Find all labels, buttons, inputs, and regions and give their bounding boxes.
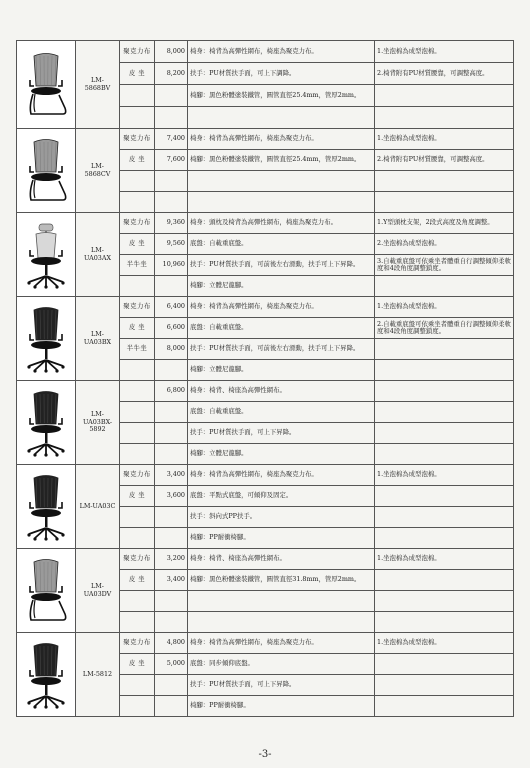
empty-cell — [155, 360, 188, 381]
note-text: 1.坐泡棉為成型泡棉。 — [375, 633, 514, 654]
spec-text: 底盤：自載重底盤。 — [188, 402, 375, 423]
model-number — [76, 213, 120, 297]
price-label: 聚克力布 — [120, 129, 155, 150]
model-number-text: LM- 5868BV — [84, 76, 111, 92]
price-label: 聚克力布 — [120, 549, 155, 570]
model-number-text: LM- UA03AX — [83, 246, 112, 262]
spec-text — [188, 612, 375, 633]
price-value: 7,400 — [155, 129, 188, 150]
empty-cell — [120, 192, 155, 213]
empty-cell — [120, 675, 155, 696]
chair-icon — [19, 640, 73, 710]
table-row — [17, 129, 514, 150]
table-row — [17, 633, 514, 654]
chair-icon — [19, 556, 73, 626]
note-text — [375, 486, 514, 507]
model-number — [76, 41, 120, 129]
spec-text: 椅腳：立體尼龍腳。 — [188, 360, 375, 381]
empty-cell — [120, 360, 155, 381]
empty-cell — [155, 107, 188, 129]
price-value: 3,200 — [155, 549, 188, 570]
price-label: 聚克力布 — [120, 633, 155, 654]
spec-text: 椅腳：黑色粉體塗裝鐵管，圓管直徑25.4mm，管厚2mm。 — [188, 85, 375, 107]
note-text — [375, 381, 514, 402]
empty-cell — [155, 423, 188, 444]
note-text — [375, 339, 514, 360]
empty-cell — [120, 507, 155, 528]
price-label: 聚克力布 — [120, 41, 155, 63]
note-text: 1.坐泡棉為成型泡棉。 — [375, 549, 514, 570]
note-text — [375, 85, 514, 107]
empty-cell — [155, 171, 188, 192]
model-number — [76, 465, 120, 549]
note-text — [375, 402, 514, 423]
price-value: 6,800 — [155, 381, 188, 402]
spec-text: 扶手：PU材質扶手面，可上下昇降。 — [188, 423, 375, 444]
price-label: 半牛坐 — [120, 339, 155, 360]
empty-cell — [155, 591, 188, 612]
page-number: -3- — [258, 749, 272, 760]
chair-icon — [19, 136, 73, 206]
price-value: 9,360 — [155, 213, 188, 234]
model-number-text: LM- UA03BX- 5892 — [82, 410, 113, 434]
model-number-text: LM- UA03BX — [83, 330, 112, 346]
chair-image — [17, 633, 76, 717]
chair-image — [17, 297, 76, 381]
note-text: 2.椅背附有PU材質腰靠，可調整高度。 — [375, 63, 514, 85]
model-number — [76, 129, 120, 213]
spec-text: 扶手：PU材質扶手面，可上下調降。 — [188, 63, 375, 85]
spec-text: 底盤：自載重底盤。 — [188, 318, 375, 339]
model-number — [76, 549, 120, 633]
model-number — [76, 633, 120, 717]
empty-cell — [120, 402, 155, 423]
table-row — [17, 297, 514, 318]
price-value: 9,560 — [155, 234, 188, 255]
empty-cell — [155, 507, 188, 528]
chair-image — [17, 41, 76, 129]
note-text — [375, 423, 514, 444]
price-value: 6,400 — [155, 297, 188, 318]
spec-text: 椅身：頭枕及椅背為高彈性網布，椅座為聚克力布。 — [188, 213, 375, 234]
model-number-text: LM-UA03C — [79, 501, 116, 510]
spec-text: 椅腳：PP耐衝椅腳。 — [188, 528, 375, 549]
model-number — [76, 297, 120, 381]
note-text — [375, 528, 514, 549]
spec-text: 椅腳：PP耐衝椅腳。 — [188, 696, 375, 717]
note-text — [375, 675, 514, 696]
note-text: 1.Y型頭枕支架，2段式高度及角度調整。 — [375, 213, 514, 234]
table-row — [17, 381, 514, 402]
empty-cell — [155, 85, 188, 107]
empty-cell — [155, 675, 188, 696]
model-number — [76, 381, 120, 465]
price-label: 皮 坐 — [120, 150, 155, 171]
spec-text: 椅身：椅背為高彈性網布，椅座為聚克力布。 — [188, 633, 375, 654]
price-value: 8,200 — [155, 63, 188, 85]
empty-cell — [120, 423, 155, 444]
spec-text: 扶手：PU材質扶手面，可前後左右滑動，扶手可上下昇降。 — [188, 255, 375, 276]
spec-text: 底盤：自載重底盤。 — [188, 234, 375, 255]
table-row — [17, 213, 514, 234]
note-text: 3.自載重底盤可依乘坐者體重自行調整傾仰柔軟度和4段角度調整鎖度。 — [375, 255, 514, 276]
price-label: 皮 坐 — [120, 318, 155, 339]
note-text: 1.坐泡棉為成型泡棉。 — [375, 129, 514, 150]
spec-text: 椅腳：黑色粉體塗裝鐵管，圓管直徑25.4mm，管厚2mm。 — [188, 150, 375, 171]
empty-cell — [155, 276, 188, 297]
price-value: 4,800 — [155, 633, 188, 654]
table-row — [17, 41, 514, 63]
note-text — [375, 171, 514, 192]
empty-cell — [120, 171, 155, 192]
spec-text: 椅腳：立體尼龍腳。 — [188, 276, 375, 297]
chair-image — [17, 465, 76, 549]
price-label: 皮 坐 — [120, 63, 155, 85]
spec-text: 椅身：椅背為高彈性網布，椅座為聚克力布。 — [188, 129, 375, 150]
spec-text: 椅腳：黑色粉體塗裝鐵管，圓管直徑31.8mm，管厚2mm。 — [188, 570, 375, 591]
price-label: 聚克力布 — [120, 213, 155, 234]
price-value: 10,960 — [155, 255, 188, 276]
model-number-text: LM- 5868CV — [84, 162, 111, 178]
spec-text: 椅身：椅背、椅座為高彈性網布。 — [188, 549, 375, 570]
note-text: 1.坐泡棉為成型泡棉。 — [375, 297, 514, 318]
note-text — [375, 654, 514, 675]
note-text — [375, 696, 514, 717]
spec-text: 扶手：PU材質扶手面，可上下昇降。 — [188, 675, 375, 696]
empty-cell — [155, 612, 188, 633]
empty-cell — [120, 444, 155, 465]
spec-text: 椅身：椅背為高彈性網布，椅座為聚克力布。 — [188, 41, 375, 63]
price-value: 5,000 — [155, 654, 188, 675]
price-value: 6,600 — [155, 318, 188, 339]
note-text: 2.自載重底盤可依乘坐者體重自行調整傾仰柔軟度和4段角度調整鎖度。 — [375, 318, 514, 339]
note-text — [375, 444, 514, 465]
note-text — [375, 360, 514, 381]
table-row — [17, 549, 514, 570]
note-text — [375, 192, 514, 213]
spec-text: 椅身：椅背為高彈性網布，椅座為聚克力布。 — [188, 465, 375, 486]
price-label: 皮 坐 — [120, 570, 155, 591]
chair-icon — [19, 304, 73, 374]
note-text: 1.坐泡棉為成型泡棉。 — [375, 465, 514, 486]
product-table — [16, 40, 514, 717]
spec-text: 椅身：椅背、椅座為高彈性網布。 — [188, 381, 375, 402]
empty-cell — [120, 276, 155, 297]
empty-cell — [120, 696, 155, 717]
note-text — [375, 276, 514, 297]
price-label: 皮 坐 — [120, 234, 155, 255]
empty-cell — [155, 402, 188, 423]
spec-text — [188, 171, 375, 192]
price-label: 半牛坐 — [120, 255, 155, 276]
empty-cell — [155, 444, 188, 465]
empty-cell — [155, 528, 188, 549]
spec-text — [188, 591, 375, 612]
price-label — [120, 381, 155, 402]
price-value: 3,400 — [155, 465, 188, 486]
note-text: 2.坐泡棉為成型泡棉。 — [375, 234, 514, 255]
chair-icon — [19, 220, 73, 290]
spec-text: 底盤：平點式底盤，可傾仰及固定。 — [188, 486, 375, 507]
chair-icon — [19, 472, 73, 542]
price-label: 聚克力布 — [120, 297, 155, 318]
price-value: 3,400 — [155, 570, 188, 591]
chair-image — [17, 129, 76, 213]
empty-cell — [120, 85, 155, 107]
spec-text: 底盤：同步傾仰底盤。 — [188, 654, 375, 675]
model-number-text: LM-5812 — [82, 669, 113, 678]
price-value: 8,000 — [155, 41, 188, 63]
model-number-text: LM- UA03DV — [83, 582, 112, 598]
chair-icon — [19, 50, 73, 120]
spec-text: 扶手：斜向式PP扶手。 — [188, 507, 375, 528]
price-label: 聚克力布 — [120, 465, 155, 486]
note-text: 1.坐泡棉為成型泡棉。 — [375, 41, 514, 63]
price-value: 7,600 — [155, 150, 188, 171]
note-text — [375, 507, 514, 528]
empty-cell — [120, 591, 155, 612]
price-label: 皮 坐 — [120, 486, 155, 507]
table-row — [17, 465, 514, 486]
spec-text: 扶手：PU材質扶手面，可前後左右滑動，扶手可上下昇降。 — [188, 339, 375, 360]
empty-cell — [120, 612, 155, 633]
empty-cell — [155, 696, 188, 717]
price-value: 8,000 — [155, 339, 188, 360]
spec-text — [188, 192, 375, 213]
empty-cell — [155, 192, 188, 213]
spec-text: 椅身：椅背為高彈性網布，椅座為聚克力布。 — [188, 297, 375, 318]
note-text — [375, 591, 514, 612]
price-value: 3,600 — [155, 486, 188, 507]
empty-cell — [120, 528, 155, 549]
chair-image — [17, 213, 76, 297]
note-text — [375, 612, 514, 633]
spec-text: 椅腳：立體尼龍腳。 — [188, 444, 375, 465]
note-text — [375, 570, 514, 591]
spec-text — [188, 107, 375, 129]
chair-image — [17, 381, 76, 465]
empty-cell — [120, 107, 155, 129]
note-text: 2.椅背附有PU材質腰靠，可調整高度。 — [375, 150, 514, 171]
chair-image — [17, 549, 76, 633]
price-label: 皮 坐 — [120, 654, 155, 675]
note-text — [375, 107, 514, 129]
chair-icon — [19, 388, 73, 458]
